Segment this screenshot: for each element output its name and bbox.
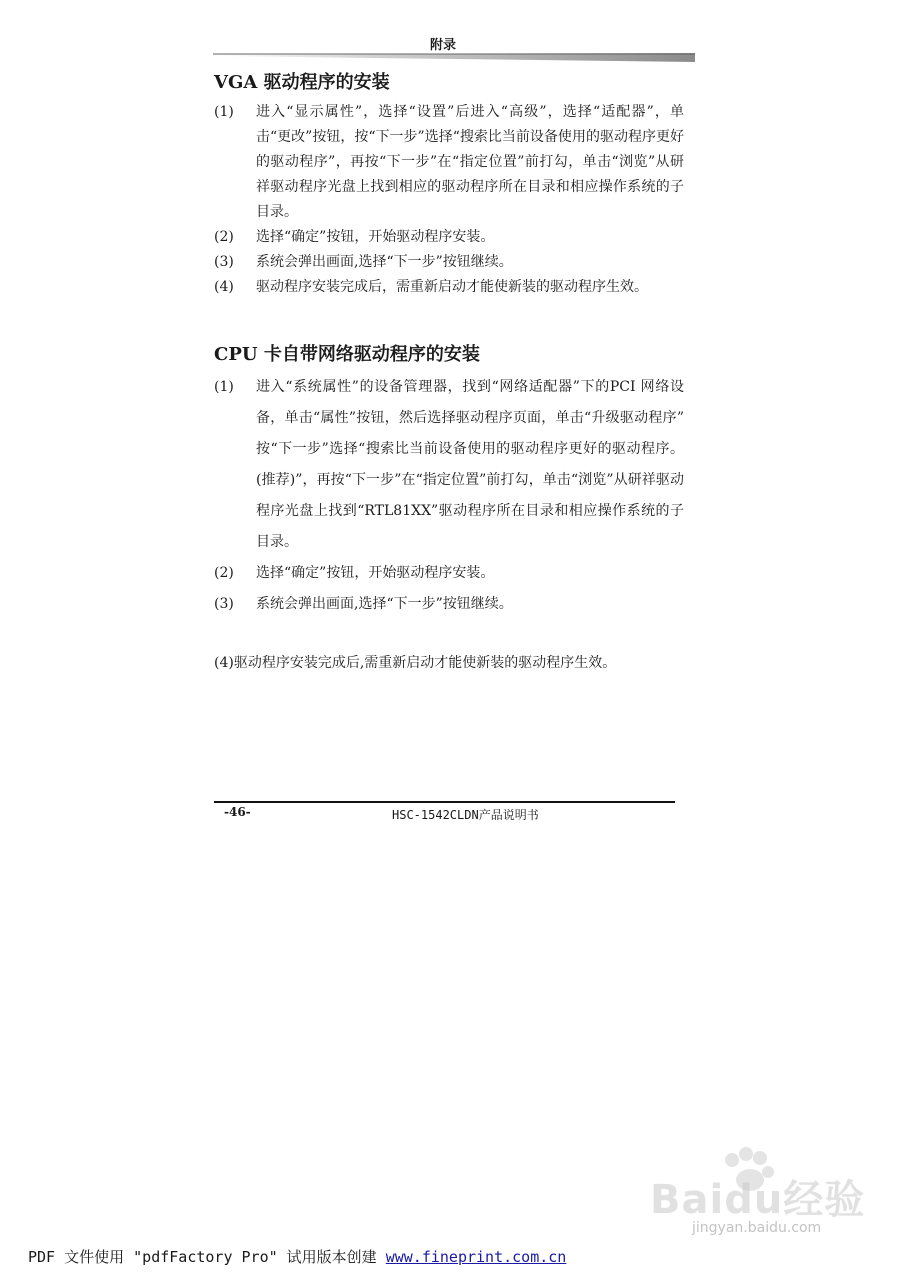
item-number: (1) (214, 104, 234, 120)
vga-steps-list (214, 100, 684, 300)
section-title-vga: VGA 驱动程序的安装 (214, 72, 390, 93)
header-rule (213, 53, 695, 65)
watermark-brand: Baidu经验 (650, 1177, 866, 1223)
footer-rule (214, 801, 675, 803)
item-text: 驱动程序安装完成后，需重新启动才能使新装的驱动程序生效。 (256, 279, 648, 295)
item-text: 进入“系统属性”的设备管理器，找到“网络适配器”下的PCI 网络设备，单击“属性”按钮，然后选择驱动程序页面，单击“升级驱动程序” 按“下一步”选择“搜索比当前设备使用的驱动程序更好的驱动程序。(推荐)”，再按“下一步”在“指定位置”前打勾，单击“浏览”从研祥驱动程序光盘上找到“RTL81XX”驱动程序所在目录和相应操作系统的子目录。 (256, 379, 684, 550)
item-text: 选择“确定”按钮，开始驱动程序安装。 (256, 229, 495, 245)
item-number: (2) (214, 565, 234, 581)
section-title-network: CPU 卡自带网络驱动程序的安装 (214, 344, 480, 365)
item-number: (1) (214, 379, 234, 395)
list-item (214, 225, 684, 250)
item-text: 系统会弹出画面,选择“下一步”按钮继续。 (256, 596, 513, 612)
item-text: 系统会弹出画面,选择“下一步”按钮继续。 (256, 254, 513, 270)
page-number: -46- (224, 805, 251, 819)
item-number: (3) (214, 254, 234, 270)
item-number: (3) (214, 596, 234, 612)
list-item (214, 558, 684, 589)
list-item-last: (4)驱动程序安装完成后,需重新启动才能使新装的驱动程序生效。 (214, 655, 617, 671)
item-text: 选择“确定”按钮，开始驱动程序安装。 (256, 565, 495, 581)
network-steps-list (214, 372, 684, 620)
list-item (214, 100, 684, 225)
footer-doc-title: HSC-1542CLDN产品说明书 (392, 808, 539, 822)
running-header: 附录 (430, 38, 457, 53)
item-number: (2) (214, 229, 234, 245)
fineprint-link[interactable]: www.fineprint.com.cn (385, 1248, 567, 1266)
watermark-url: jingyan.baidu.com (692, 1220, 822, 1236)
pdf-factory-banner (28, 1246, 566, 1267)
item-text: 进入“显示属性”，选择“设置”后进入“高级”，选择“适配器”，单击“更改”按钮，按“下一步”选择“搜索比当前设备使用的驱动程序更好的驱动程序”，再按“下一步”在“指定位置”前打勾，单击“浏览”从研祥驱动程序光盘上找到相应的驱动程序所在目录和相应操作系统的子目录。 (256, 104, 684, 220)
item-number: (4) (214, 279, 234, 295)
list-item (214, 372, 684, 558)
list-item (214, 589, 684, 620)
list-item (214, 250, 684, 275)
banner-text: PDF 文件使用 "pdfFactory Pro" 试用版本创建 (28, 1248, 386, 1266)
list-item (214, 275, 684, 300)
